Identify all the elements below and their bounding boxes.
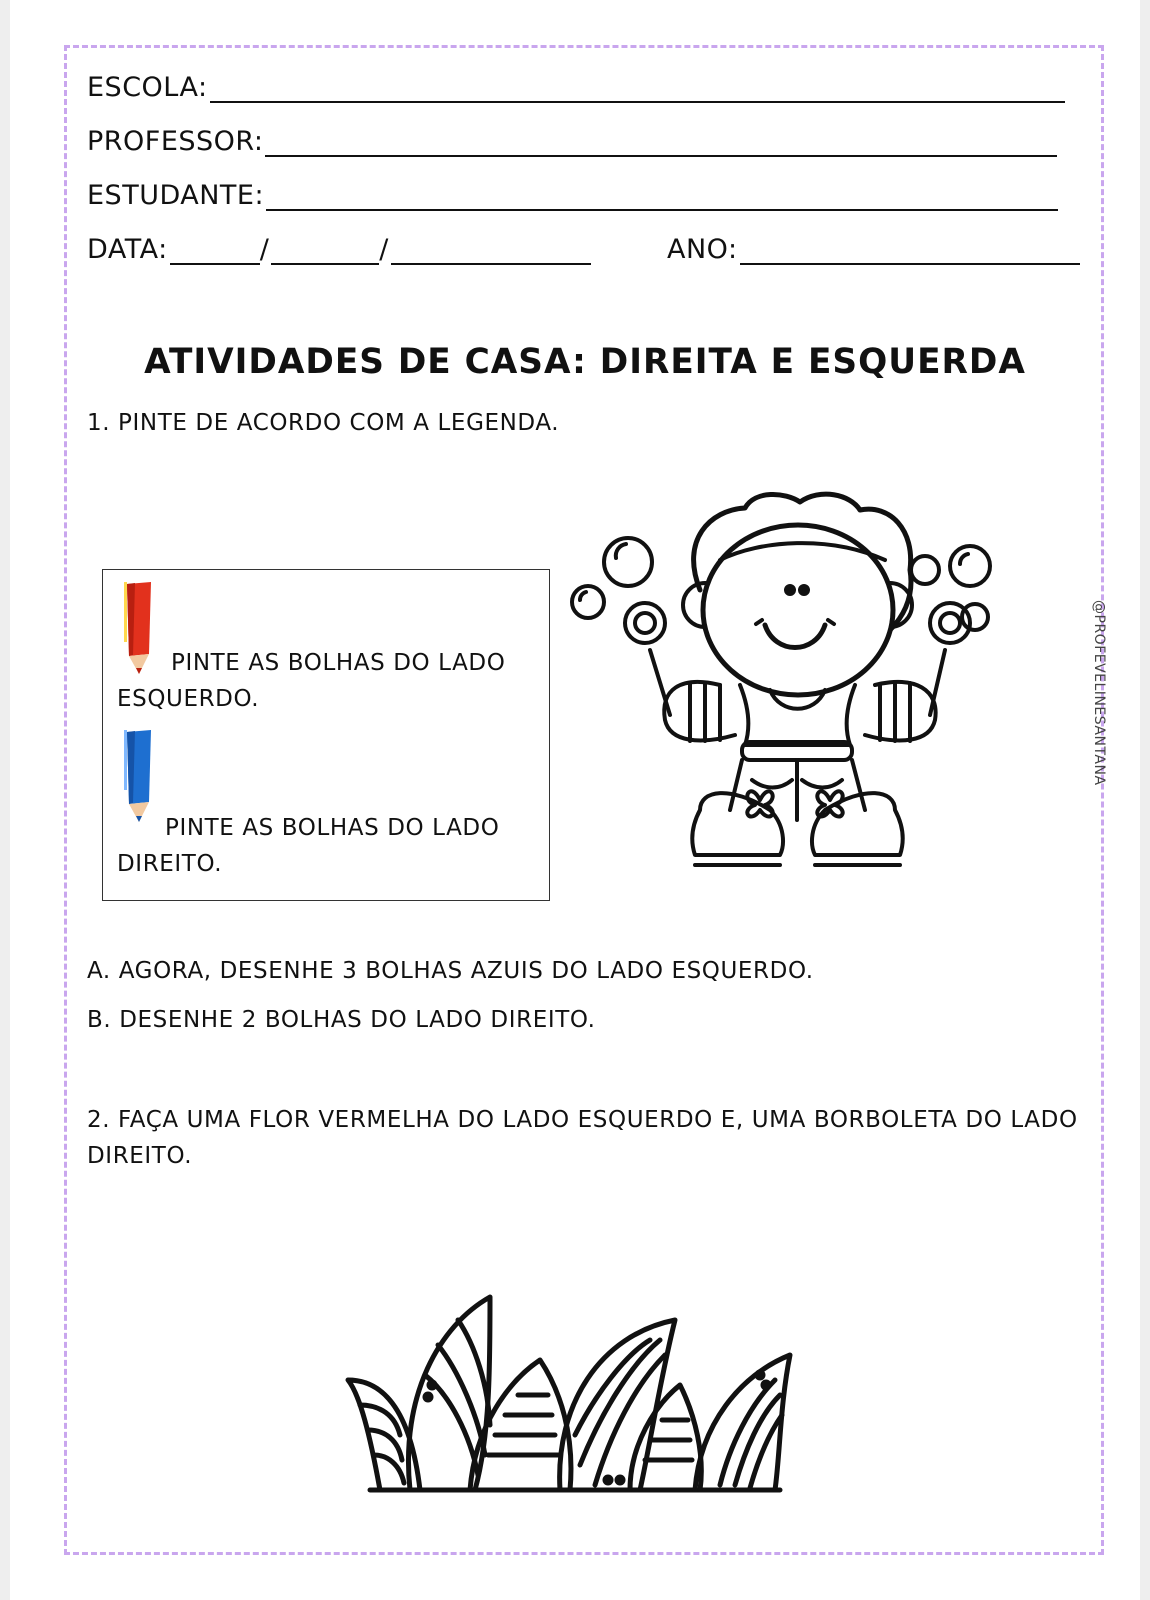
date-year-line [391, 239, 591, 265]
grass-leaves-illustration [340, 1285, 820, 1500]
student-field [87, 180, 1058, 211]
blue-legend-line-1: PINTE AS BOLHAS DO LADO [165, 815, 500, 841]
author-watermark: @PROFEVELINESANTANA [1091, 600, 1107, 786]
teacher-field [87, 126, 1057, 157]
school-blank-line [210, 77, 1065, 103]
question-1-item-b: B. DESENHE 2 BOLHAS DO LADO DIREITO. [87, 1007, 596, 1033]
red-legend-line-2: ESQUERDO. [117, 686, 260, 712]
student-blank-line [266, 185, 1058, 211]
grade-label: ANO: [667, 234, 738, 265]
date-month-line [271, 239, 379, 265]
date-field [87, 234, 591, 265]
boy-with-bubbles-illustration [570, 480, 1020, 890]
student-label: ESTUDANTE: [87, 180, 265, 211]
teacher-label: PROFESSOR: [87, 126, 264, 157]
teacher-blank-line [265, 131, 1057, 157]
question-2-line-2: DIREITO. [87, 1143, 193, 1169]
date-separator-1: / [259, 234, 270, 265]
question-1-prompt: 1. PINTE DE ACORDO COM A LEGENDA. [87, 410, 560, 436]
date-day-line [170, 239, 260, 265]
blue-legend-line-2: DIREITO. [117, 851, 223, 877]
worksheet-page [10, 0, 1140, 1600]
date-label: DATA: [87, 234, 168, 265]
worksheet-title: ATIVIDADES DE CASA: DIREITA E ESQUERDA [144, 342, 1026, 382]
grade-blank-line [740, 239, 1080, 265]
question-2-line-1: 2. FAÇA UMA FLOR VERMELHA DO LADO ESQUERDO E, UMA BORBOLETA DO LADO [87, 1107, 1078, 1133]
color-legend-box [102, 569, 550, 901]
red-pencil-icon [117, 580, 161, 678]
school-label: ESCOLA: [87, 72, 208, 103]
red-legend-line-1: PINTE AS BOLHAS DO LADO [171, 650, 506, 676]
grade-field [667, 234, 1080, 265]
question-1-item-a: A. AGORA, DESENHE 3 BOLHAS AZUIS DO LADO ESQUERDO. [87, 958, 814, 984]
school-field [87, 72, 1065, 103]
date-separator-2: / [379, 234, 389, 265]
blue-pencil-icon [117, 728, 161, 826]
